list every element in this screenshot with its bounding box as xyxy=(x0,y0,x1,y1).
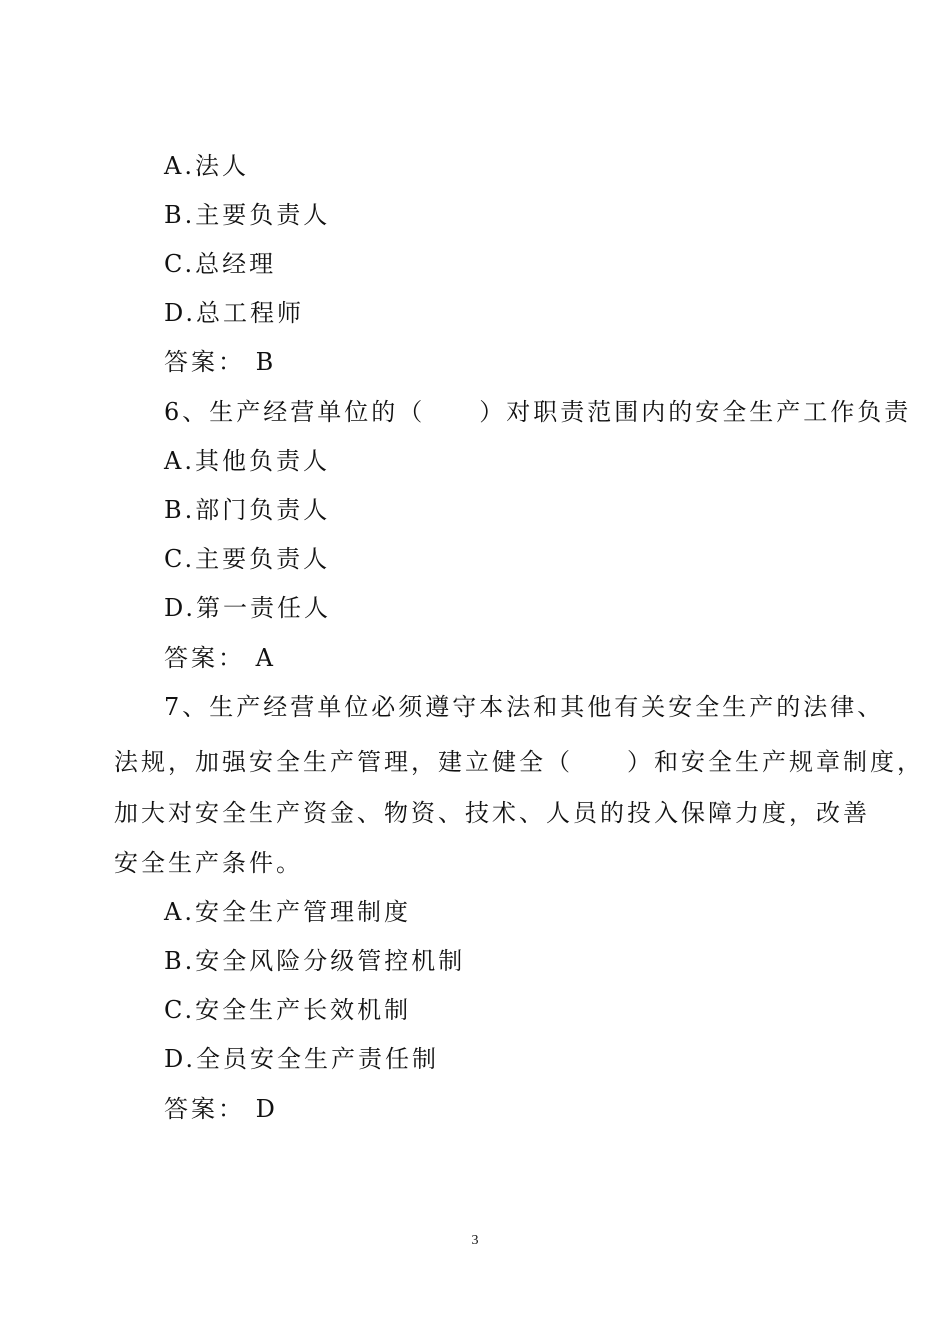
q7-option-a: A.安全生产管理制度 xyxy=(164,898,411,926)
q7-question-line-2: 法规，加强安全生产管理，建立健全（ ）和安全生产规章制度， xyxy=(114,748,924,776)
q5-answer: 答案： B xyxy=(164,348,277,376)
q5-option-b: B.主要负责人 xyxy=(164,201,331,229)
q7-answer: 答案： D xyxy=(164,1095,278,1123)
q6-option-b: B.部门负责人 xyxy=(164,496,331,524)
q5-option-c: C.总经理 xyxy=(164,250,277,278)
q7-option-d: D.全员安全生产责任制 xyxy=(164,1045,440,1073)
q7-option-c: C.安全生产长效机制 xyxy=(164,996,412,1024)
page-number: 3 xyxy=(471,1233,479,1248)
q6-question: 6、生产经营单位的（ ）对职责范围内的安全生产工作负责 xyxy=(164,398,912,426)
q6-option-a: A.其他负责人 xyxy=(164,447,330,475)
q7-question-line-1: 7、生产经营单位必须遵守本法和其他有关安全生产的法律、 xyxy=(164,693,885,721)
q5-option-a: A.法人 xyxy=(164,152,249,180)
q6-option-c: C.主要负责人 xyxy=(164,545,331,573)
q5-option-d: D.总工程师 xyxy=(164,299,305,327)
q7-question-line-3: 加大对安全生产资金、物资、技术、人员的投入保障力度，改善 xyxy=(114,799,870,827)
q6-answer: 答案： A xyxy=(164,644,276,672)
q7-question-line-4: 安全生产条件。 xyxy=(114,849,303,877)
q6-option-d: D.第一责任人 xyxy=(164,594,332,622)
q7-option-b: B.安全风险分级管控机制 xyxy=(164,947,466,975)
